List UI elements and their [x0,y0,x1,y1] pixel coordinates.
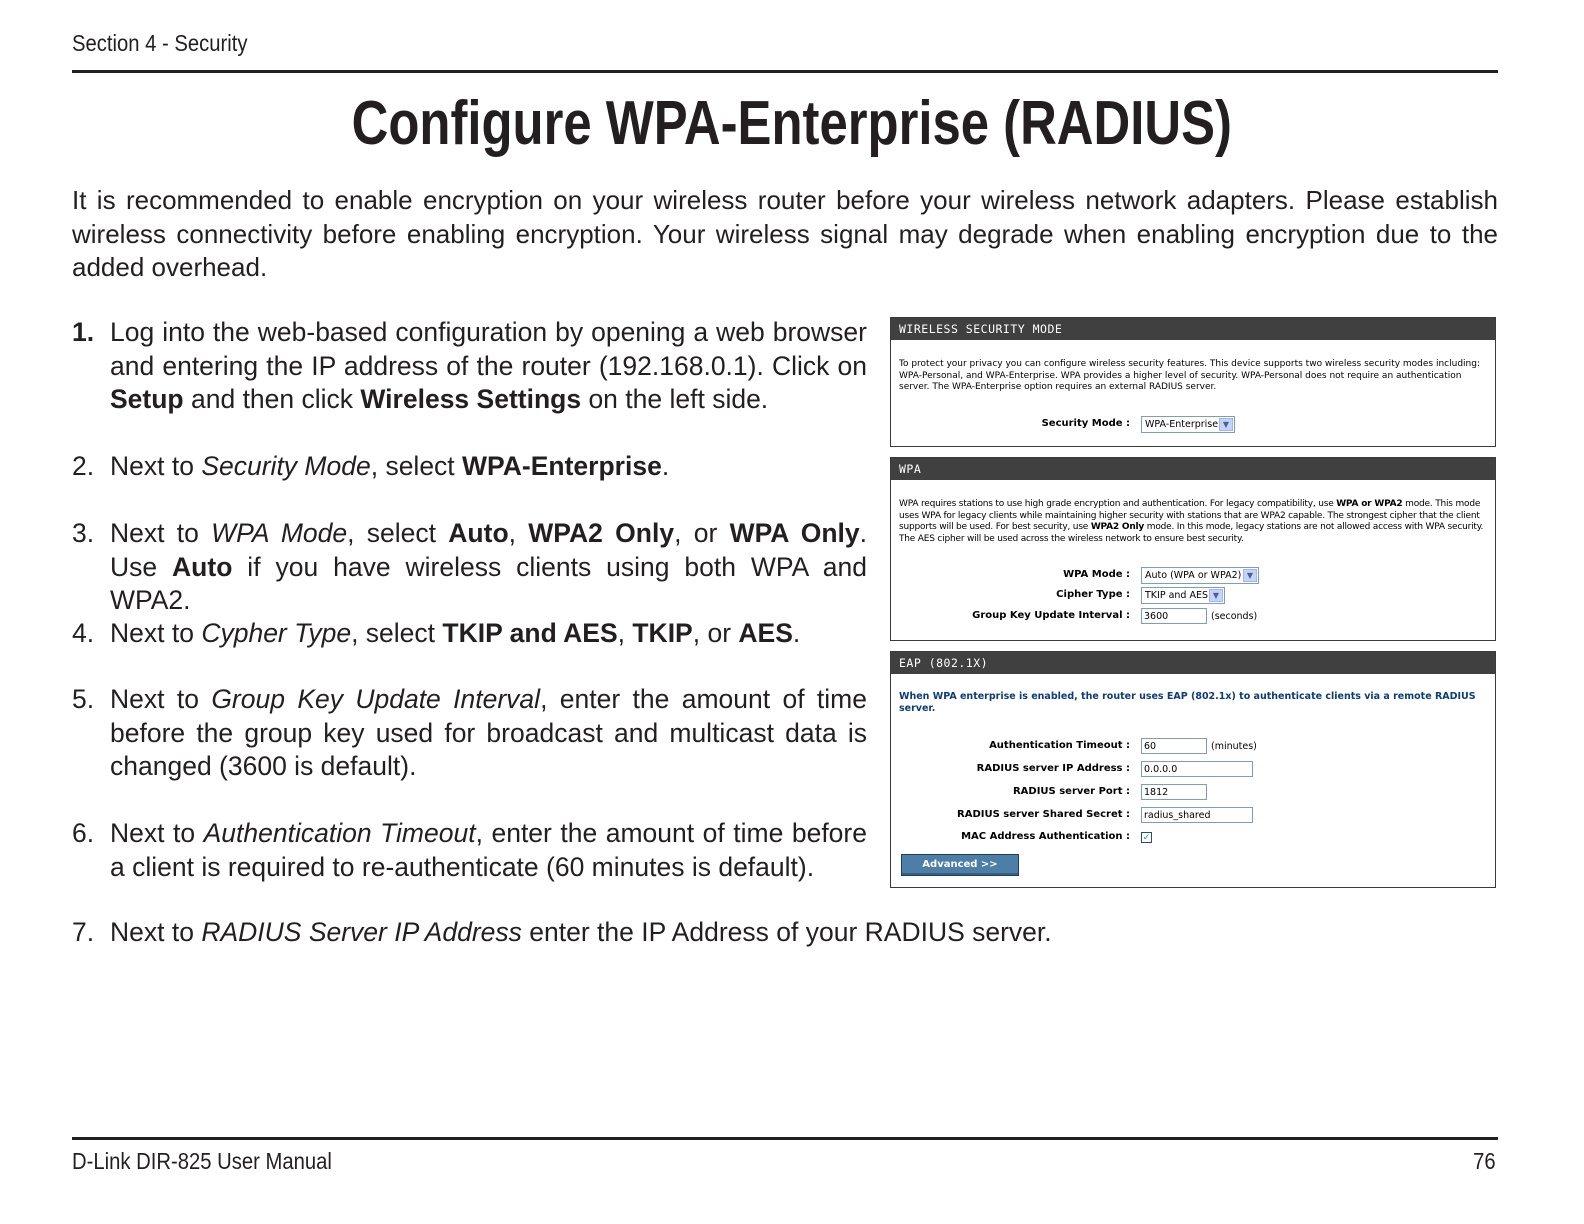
wpa-panel [890,457,1496,641]
auth-timeout-label: Authentication Timeout : [989,740,1130,751]
step-text: Next to [110,618,202,648]
radius-secret-row [891,807,1495,825]
wpa-mode-row [891,567,1495,585]
step-number: 4. [72,618,95,648]
eap-panel [890,651,1496,888]
mac-auth-checkbox[interactable]: ✓ [1142,833,1151,843]
radius-ip-input[interactable]: 0.0.0.0 [1141,761,1253,777]
desc-text: mode. This mode uses WPA for legacy clients while maintaining higher security with stations that are WPA2 capable. The strongest cipher that the client supports will be used. For best security, use [899,499,1481,532]
step-italic: Cypher Type [201,618,352,648]
bottom-rule [72,1137,1498,1140]
step-text: and then click [183,384,361,414]
desc-text: WPA requires stations to use high grade encryption and authentication. For legacy compatibility, use [899,499,1337,509]
radius-port-label: RADIUS server Port : [1012,786,1130,797]
step-text: Next to [110,818,204,848]
step-text: Next to [110,917,202,947]
chevron-down-icon: ▼ [1219,418,1233,431]
step-1 [72,316,867,417]
cipher-type-row [891,587,1495,605]
step-text: , enter the amount of time before the group key used for broadcast and multicast data is changed (3600 is default). [110,684,867,781]
step-bold: Wireless Settings [360,384,582,414]
step-text: Next to [110,684,212,714]
group-key-input[interactable]: 3600 [1141,608,1207,624]
group-key-label: Group Key Update Interval : [972,610,1130,621]
security-mode-row [891,416,1495,434]
step-number: 1. [72,317,95,347]
page-title-text: Configure WPA-Enterprise (RADIUS) [351,89,1233,158]
panel-description: To protect your privacy you can configure wireless security features. This device supports two wireless security modes including: WPA-Personal, and WPA-Enterprise. WPA provides a higher level of security. WPA-Personal does not require an authentication server. The WPA-Enterprise option requires an external RADIUS server. [899,359,1480,392]
top-rule [72,70,1498,73]
step-text: Next to [110,518,212,548]
step-2 [72,450,867,484]
radius-ip-label: RADIUS server IP Address : [976,763,1130,774]
step-text: . [792,618,801,648]
step-bold: Auto [448,518,509,548]
step-7 [72,916,1052,950]
radius-secret-input[interactable]: radius_shared [1141,807,1253,823]
step-bold: AES [738,618,793,648]
advanced-button[interactable]: Advanced >> [901,854,1019,876]
step-text: , enter the amount of time before a client is required to re-authenticate (60 minutes is default). [110,818,867,882]
page-title [0,88,1584,159]
chevron-down-icon: ▼ [1209,589,1223,602]
step-text: Next to [110,451,202,481]
step-body [110,450,867,484]
step-text: , or [674,518,730,548]
step-number: 3. [72,518,95,548]
step-6 [72,817,867,884]
radius-ip-row [891,761,1495,779]
mac-auth-label: MAC Address Authentication : [961,831,1130,842]
step-body [110,817,867,884]
step-text: . [661,451,670,481]
step-text: , or [692,618,739,648]
step-text: if you have wireless clients using both WPA and WPA2. [110,551,867,615]
step-5 [72,683,867,784]
desc-bold: WPA2 Only [1090,522,1145,532]
step-italic: Group Key Update Interval [211,684,541,714]
security-mode-select[interactable] [1141,416,1235,433]
cipher-type-select[interactable] [1141,587,1225,604]
step-number: 5. [72,684,95,714]
footer-manual-title: D-Link DIR-825 User Manual [72,1148,332,1174]
panel-description [891,499,1495,545]
radius-secret-label: RADIUS server Shared Secret : [957,809,1130,820]
wireless-security-mode-panel [890,317,1496,447]
step-bold: WPA Only [729,518,860,548]
wpa-mode-label: WPA Mode : [1063,569,1130,580]
step-italic: Security Mode [201,451,371,481]
step-4 [72,617,867,651]
auth-timeout-row [891,738,1495,756]
step-italic: Authentication Timeout [203,818,476,848]
cipher-type-label: Cipher Type : [1056,589,1130,600]
step-text: Log into the web-based configuration by opening a web browser and entering the IP address of the router (192.168.0.1). Click on [110,317,867,381]
auth-timeout-input[interactable]: 60 [1141,738,1207,754]
group-key-row [891,608,1495,626]
group-key-unit: (seconds) [1211,611,1258,622]
step-bold: Auto [172,551,233,582]
step-text: , [617,618,633,648]
step-bold: WPA-Enterprise [462,451,662,481]
select-value: TKIP and AES [1145,590,1209,601]
step-text: on the left side. [581,384,769,414]
step-text: enter the IP Address of your RADIUS server. [521,917,1052,947]
desc-text: mode. In this mode, legacy stations are not allowed access with WPA security. The AES cipher will be used across the wireless network to ensure best security. [899,522,1484,544]
step-number: 2. [72,451,95,481]
select-value: WPA-Enterprise [1145,419,1219,430]
step-text: , [508,518,529,548]
step-bold: Setup [110,384,184,414]
step-number: 7. [72,917,95,947]
chevron-down-icon: ▼ [1243,569,1257,582]
radius-port-input[interactable]: 1812 [1141,784,1207,800]
step-italic: WPA Mode [211,518,348,548]
select-value: Auto (WPA or WPA2) [1145,570,1242,581]
panel-title: WPA [891,458,1495,480]
wpa-mode-select[interactable] [1141,567,1259,584]
step-bold: TKIP [632,618,693,648]
panel-title: EAP (802.1X) [891,652,1495,674]
security-mode-label: Security Mode : [1041,418,1130,429]
step-bold: WPA2 Only [528,518,675,548]
step-bold: TKIP and AES [442,618,618,648]
intro-paragraph: It is recommended to enable encryption on your wireless router before your wireless network adapters. Please establish wireless connectivity before enabling encryption. Your wireless signal may degrade when enabling encryption due to the added overhead. [72,185,1498,282]
step-text: , select [347,518,449,548]
step-body [110,617,867,651]
panel-description: When WPA enterprise is enabled, the router uses EAP (802.1x) to authenticate clients via a remote RADIUS server. [899,691,1476,714]
mac-auth-row [891,829,1495,847]
step-body [110,683,867,784]
auth-timeout-unit: (minutes) [1211,741,1257,752]
step-text: , select [370,451,463,481]
step-body [110,316,867,417]
desc-bold: WPA or WPA2 [1336,499,1403,509]
step-italic: RADIUS Server IP Address [201,917,522,947]
step-text: . Use [110,518,867,582]
step-body [110,517,867,618]
step-3 [72,517,867,618]
page-number: 76 [1473,1148,1496,1174]
radius-port-row [891,784,1495,802]
panel-title: WIRELESS SECURITY MODE [891,318,1495,340]
step-text: , select [351,618,443,648]
step-number: 6. [72,818,95,848]
section-header: Section 4 - Security [72,30,248,56]
